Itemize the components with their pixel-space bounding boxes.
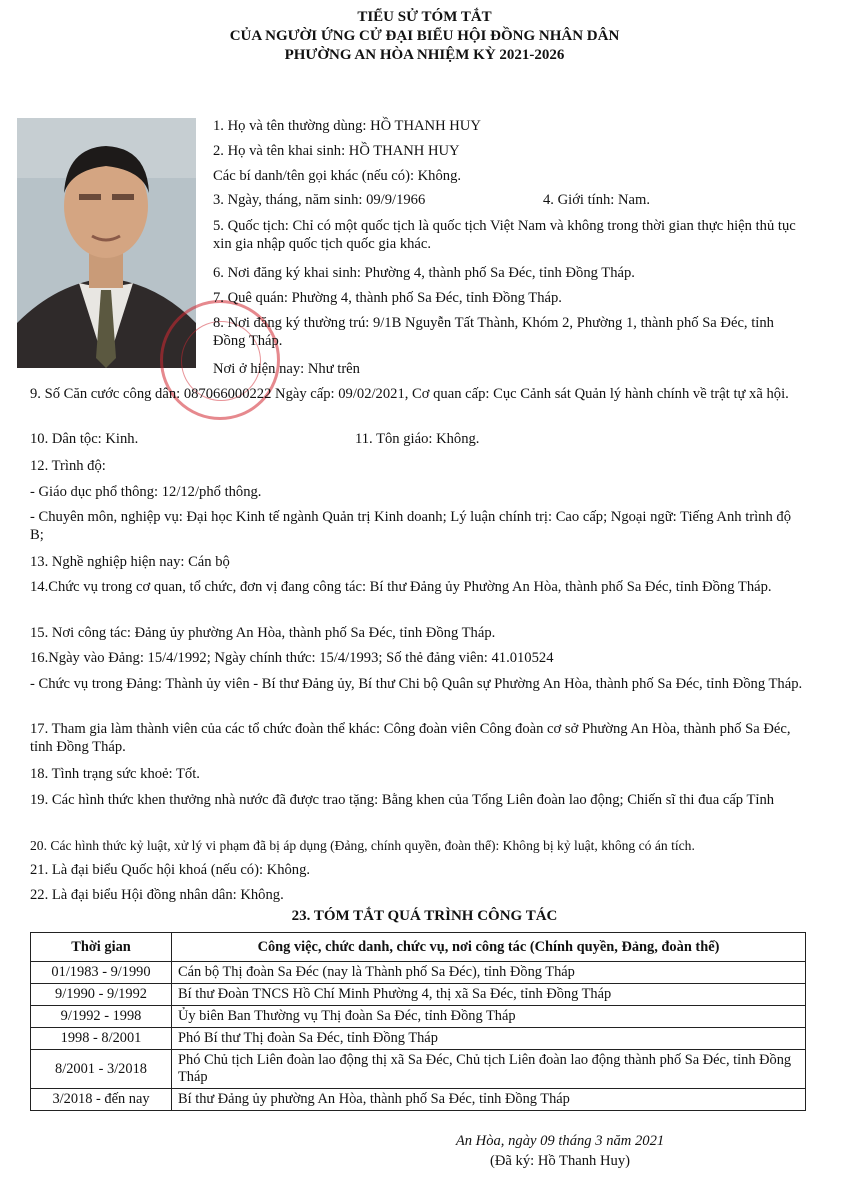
item-7-hometown: 7. Quê quán: Phường 4, thành phố Sa Đéc, tỉnh Đồng Tháp.	[213, 290, 562, 306]
item-16-party-dates: 16.Ngày vào Đảng: 15/4/1992; Ngày chính thức: 15/4/1993; Số thẻ đảng viên: 41.010524	[30, 650, 554, 666]
row-time: 9/1990 - 9/1992	[31, 984, 172, 1006]
item-2-aliases: Các bí danh/tên gọi khác (nếu có): Không.	[213, 168, 462, 184]
item-2-birth-name: 2. Họ và tên khai sinh: HỒ THANH HUY	[213, 143, 460, 159]
item-3-date-of-birth: 3. Ngày, tháng, năm sinh: 09/9/1966	[213, 192, 426, 208]
item-5-nationality: 5. Quốc tịch: Chỉ có một quốc tịch là quốc tịch Việt Nam và không trong thời gian thực hiện thủ tục xin gia nhập quốc tịch quốc gia khác.	[213, 218, 796, 252]
table-row	[31, 1050, 806, 1089]
row-time: 01/1983 - 9/1990	[31, 962, 172, 984]
signature-place-date: An Hòa, ngày 09 tháng 3 năm 2021	[455, 1133, 665, 1149]
table-row	[31, 1006, 806, 1028]
item-19-awards: 19. Các hình thức khen thưởng nhà nước đã được trao tặng: Bằng khen của Tổng Liên đoàn lao động; Chiến sĩ thi đua cấp Tỉnh	[30, 792, 775, 808]
item-17-organizations: 17. Tham gia làm thành viên của các tổ chức đoàn thể khác: Công đoàn viên Công đoàn cơ sở Phường An Hòa, thành phố Sa Đéc, tỉnh Đồng Tháp.	[30, 721, 791, 755]
row-time: 8/2001 - 3/2018	[31, 1050, 172, 1089]
row-description: Cán bộ Thị đoàn Sa Đéc (nay là Thành phố Sa Đéc), tỉnh Đồng Tháp	[172, 962, 806, 984]
signature-block	[400, 1131, 720, 1171]
row-description: Ủy biên Ban Thường vụ Thị đoàn Sa Đéc, tỉnh Đồng Tháp	[172, 1006, 806, 1028]
item-21-national-assembly: 21. Là đại biểu Quốc hội khoá (nếu có): Không.	[30, 862, 311, 878]
column-header-time: Thời gian	[31, 933, 172, 962]
item-9-citizen-id: 9. Số Căn cước công dân: 087066000222 Ngày cấp: 09/02/2021, Cơ quan cấp: Cục Cảnh sát Quản lý hành chính về trật tự xã hội.	[30, 386, 789, 402]
work-history-table	[30, 932, 806, 1111]
table-row	[31, 1028, 806, 1050]
work-history-title: 23. TÓM TẮT QUÁ TRÌNH CÔNG TÁC	[291, 908, 558, 924]
row-description: Bí thư Đảng ủy phường An Hòa, thành phố Sa Đéc, tỉnh Đồng Tháp	[172, 1089, 806, 1111]
table-row	[31, 984, 806, 1006]
item-12-education: 12. Trình độ:	[30, 458, 106, 474]
item-12-professional: - Chuyên môn, nghiệp vụ: Đại học Kinh tế ngành Quản trị Kinh doanh; Lý luận chính trị: Cao cấp; Ngoại ngữ: Tiếng Anh trình độ B;	[30, 509, 792, 543]
signature-signed: (Đã ký: Hồ Thanh Huy)	[490, 1153, 630, 1169]
document-title	[0, 8, 849, 65]
item-14-position: 14.Chức vụ trong cơ quan, tổ chức, đơn vị đang công tác: Bí thư Đảng ủy Phường An Hòa, thành phố Sa Đéc, tỉnh Đồng Tháp.	[30, 579, 772, 595]
table-header-row	[31, 933, 806, 962]
item-6-birth-registration: 6. Nơi đăng ký khai sinh: Phường 4, thành phố Sa Đéc, tỉnh Đồng Tháp.	[213, 265, 635, 281]
table-row	[31, 962, 806, 984]
row-description: Bí thư Đoàn TNCS Hồ Chí Minh Phường 4, thị xã Sa Đéc, tỉnh Đồng Tháp	[172, 984, 806, 1006]
row-description: Phó Chủ tịch Liên đoàn lao động thị xã Sa Đéc, Chủ tịch Liên đoàn lao động thành phố Sa Đéc, tỉnh Đồng Tháp	[172, 1050, 806, 1089]
item-12-general-education: - Giáo dục phổ thông: 12/12/phổ thông.	[30, 484, 262, 500]
item-8-permanent-residence: 8. Nơi đăng ký thường trú: 9/1B Nguyễn Tất Thành, Khóm 2, Phường 1, thành phố Sa Đéc, tỉnh Đồng Tháp.	[213, 315, 774, 349]
title-line-1: TIỂU SỬ TÓM TẮT	[357, 9, 492, 25]
row-time: 9/1992 - 1998	[31, 1006, 172, 1028]
item-4-gender: 4. Giới tính: Nam.	[543, 192, 651, 208]
title-line-3: PHƯỜNG AN HÒA NHIỆM KỲ 2021-2026	[284, 47, 565, 63]
column-header-description: Công việc, chức danh, chức vụ, nơi công tác (Chính quyền, Đảng, đoàn thể)	[172, 933, 806, 962]
item-11-religion: 11. Tôn giáo: Không.	[355, 431, 480, 447]
item-15-workplace: 15. Nơi công tác: Đảng ủy phường An Hòa, thành phố Sa Đéc, tỉnh Đồng Tháp.	[30, 625, 496, 641]
item-10-ethnicity: 10. Dân tộc: Kinh.	[30, 431, 139, 447]
row-time: 1998 - 8/2001	[31, 1028, 172, 1050]
table-row	[31, 1089, 806, 1111]
item-16-party-position: - Chức vụ trong Đảng: Thành ủy viên - Bí thư Đảng ủy, Bí thư Chi bộ Quân sự Phường An Hòa, thành phố Sa Đéc, tỉnh Đồng Tháp.	[30, 676, 803, 692]
title-line-2: CỦA NGƯỜI ỨNG CỬ ĐẠI BIỂU HỘI ĐỒNG NHÂN DÂN	[229, 28, 620, 44]
item-8-current-residence: Nơi ở hiện nay: Như trên	[213, 361, 360, 377]
item-13-occupation: 13. Nghề nghiệp hiện nay: Cán bộ	[30, 554, 230, 570]
row-time: 3/2018 - đến nay	[31, 1089, 172, 1111]
item-1-common-name: 1. Họ và tên thường dùng: HỒ THANH HUY	[213, 118, 481, 134]
row-description: Phó Bí thư Thị đoàn Sa Đéc, tỉnh Đồng Tháp	[172, 1028, 806, 1050]
item-22-peoples-council: 22. Là đại biểu Hội đồng nhân dân: Không.	[30, 887, 284, 903]
item-20-discipline: 20. Các hình thức kỷ luật, xử lý vi phạm đã bị áp dụng (Đảng, chính quyền, đoàn thể): Không bị kỷ luật, không có án tích.	[30, 838, 695, 853]
item-18-health: 18. Tình trạng sức khoẻ: Tốt.	[30, 766, 200, 782]
